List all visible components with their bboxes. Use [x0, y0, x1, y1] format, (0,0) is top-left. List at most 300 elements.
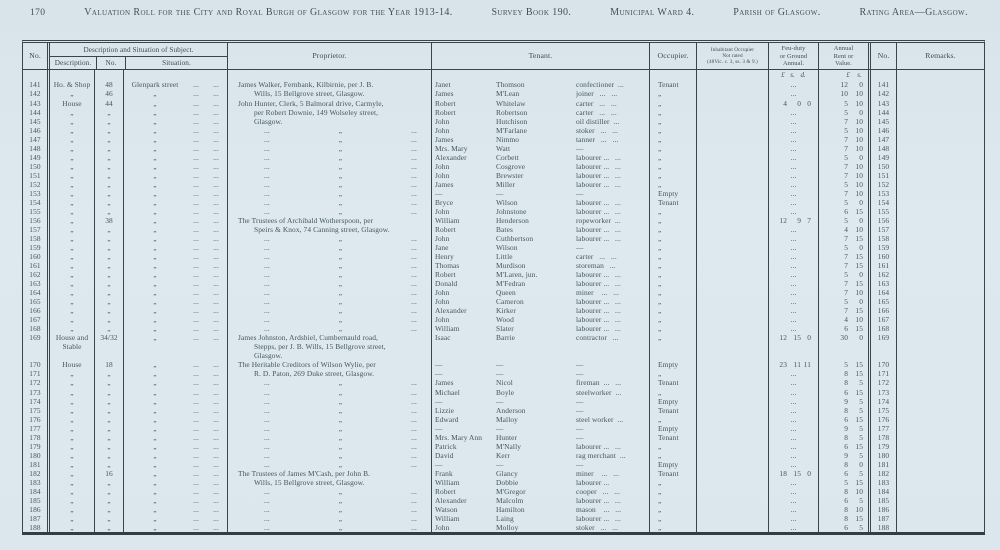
- situation-cell: „ ... ...: [123, 469, 227, 478]
- house-number-cell: „: [94, 189, 123, 198]
- table-body: [23, 70, 984, 532]
- inhabitant-occupier-cell: [696, 297, 768, 306]
- row-number-left: 170: [29, 360, 41, 370]
- proprietor-cell: ... „ ...: [227, 442, 431, 451]
- house-number-cell: „: [94, 252, 123, 261]
- house-number-cell: „: [94, 478, 123, 487]
- description-cell: „: [47, 270, 94, 279]
- feu-duty-cell: 18 15 0: [768, 469, 818, 478]
- tenant-occupation: tanner ... ...: [576, 134, 619, 144]
- description-cell: „: [47, 135, 94, 144]
- description-cell: Stable: [47, 342, 94, 351]
- tenant-surname: Corbett: [496, 152, 519, 162]
- tenant-occupation: labourer ... ...: [576, 495, 621, 505]
- row-number-right: 168: [868, 324, 896, 333]
- tenant-surname: —: [496, 188, 504, 198]
- remarks-cell: [896, 135, 984, 144]
- house-number-cell: „: [94, 433, 123, 442]
- tenant-occupation: mason ... ...: [576, 504, 622, 514]
- tenant-surname: Hutchison: [496, 116, 528, 126]
- inhabitant-occupier-cell: [696, 189, 768, 198]
- feu-duty-cell: ...: [768, 189, 818, 198]
- annual-rent-cell: [818, 342, 868, 351]
- feu-duty-cell: 12 9 7: [768, 216, 818, 225]
- tenant-occupation: [576, 351, 649, 360]
- table-row: [23, 496, 984, 505]
- tenant-first-name: —: [431, 369, 496, 378]
- row-number-right: 178: [868, 433, 896, 442]
- tenant-surname: M'Lean: [496, 89, 520, 99]
- proprietor-cell: ... „ ...: [227, 270, 431, 279]
- occupier-cell: „: [649, 514, 696, 523]
- situation-cell: „ ... ...: [123, 180, 227, 189]
- row-number-left: 187: [29, 513, 41, 523]
- tenant-first-name: Alexander: [431, 496, 496, 505]
- row-number-left: 153: [29, 188, 41, 198]
- tenant-surname: Laing: [496, 513, 514, 523]
- description-cell: „: [47, 153, 94, 162]
- situation-cell: Glenpark street ... ...: [123, 80, 227, 89]
- remarks-cell: [896, 406, 984, 415]
- remarks-cell: [896, 333, 984, 342]
- tenant-first-name: James: [431, 89, 496, 98]
- description-cell: „: [47, 487, 94, 496]
- table-row: [23, 360, 984, 369]
- feu-duty-cell: ...: [768, 270, 818, 279]
- inhabitant-occupier-cell: [696, 451, 768, 460]
- house-number-cell: „: [94, 424, 123, 433]
- row-number-right: 148: [868, 144, 896, 153]
- row-number-right: 172: [868, 378, 896, 387]
- table-row: [23, 342, 984, 351]
- proprietor-cell: ... „ ...: [227, 297, 431, 306]
- row-number-left: 163: [29, 279, 41, 289]
- proprietor-cell: per Robert Downie, 149 Wolseley street,: [227, 108, 431, 117]
- remarks-cell: [896, 153, 984, 162]
- tenant-occupation: oil distiller ...: [576, 116, 620, 126]
- description-cell: „: [47, 505, 94, 514]
- description-cell: „: [47, 243, 94, 252]
- header-annual-rent: Annual Rent or Value.: [818, 43, 868, 69]
- tenant-surname: Robertson: [496, 107, 528, 117]
- feu-duty-cell: ...: [768, 397, 818, 406]
- remarks-cell: [896, 80, 984, 89]
- proprietor-cell: ... „ ...: [227, 243, 431, 252]
- remarks-cell: [896, 424, 984, 433]
- inhabitant-occupier-cell: [696, 360, 768, 369]
- inhabitant-occupier-cell: [696, 442, 768, 451]
- row-number-right: 146: [868, 126, 896, 135]
- table-row: [23, 523, 984, 532]
- description-cell: „: [47, 252, 94, 261]
- row-number-right: 145: [868, 117, 896, 126]
- table-row: [23, 514, 984, 523]
- remarks-cell: [896, 180, 984, 189]
- annual-rent-cell: 9 5: [818, 451, 868, 460]
- tenant-first-name: Mrs. Mary: [431, 144, 496, 153]
- annual-rent-cell: [818, 351, 868, 360]
- description-cell: „: [47, 523, 94, 532]
- tenant-occupation: labourer ...: [576, 477, 610, 487]
- feu-duty-cell: ...: [768, 406, 818, 415]
- tenant-surname: Anderson: [496, 405, 526, 415]
- description-cell: „: [47, 388, 94, 397]
- inhabitant-occupier-cell: [696, 252, 768, 261]
- table-row: [23, 333, 984, 342]
- situation-cell: „ ... ...: [123, 198, 227, 207]
- situation-cell: „ ... ...: [123, 315, 227, 324]
- house-number-cell: „: [94, 442, 123, 451]
- feu-duty-cell: ...: [768, 243, 818, 252]
- inhabitant-occupier-cell: [696, 180, 768, 189]
- feu-duty-cell: ...: [768, 225, 818, 234]
- remarks-cell: [896, 99, 984, 108]
- annual-rent-cell: 5 0: [818, 297, 868, 306]
- annual-rent-cell: 5 0: [818, 198, 868, 207]
- occupier-cell: „: [649, 171, 696, 180]
- description-cell: „: [47, 89, 94, 98]
- annual-rent-cell: 7 15: [818, 234, 868, 243]
- annual-rent-cell: 7 10: [818, 144, 868, 153]
- situation-cell: „ ... ...: [123, 117, 227, 126]
- row-number-left: 164: [29, 288, 41, 298]
- row-number-right: 157: [868, 225, 896, 234]
- situation-cell: „ ... ...: [123, 207, 227, 216]
- tenant-occupation: —: [576, 360, 584, 370]
- tenant-occupation: —: [576, 369, 584, 379]
- house-number-cell: „: [94, 207, 123, 216]
- tenant-occupation: miner ... ...: [576, 288, 620, 298]
- feu-duty-cell: ...: [768, 388, 818, 397]
- tenant-surname: M'Gregor: [496, 486, 526, 496]
- row-number-left: 171: [29, 369, 41, 379]
- situation-cell: „ ... ...: [123, 288, 227, 297]
- tenant-first-name: John: [431, 207, 496, 216]
- row-number-right: 177: [868, 424, 896, 433]
- feu-duty-cell: 4 0 0: [768, 99, 818, 108]
- valuation-roll-table: [22, 40, 985, 535]
- proprietor-cell: ... „ ...: [227, 306, 431, 315]
- tenant-surname: Brewster: [496, 170, 524, 180]
- row-number-right: 141: [868, 80, 896, 89]
- inhabitant-occupier-cell: [696, 460, 768, 469]
- house-number-cell: „: [94, 514, 123, 523]
- row-number-left: 143: [29, 98, 41, 108]
- tenant-surname: Wilson: [496, 243, 518, 252]
- header-desc-group-title: Description and Situation of Subject.: [50, 43, 227, 57]
- row-number-right: 187: [868, 514, 896, 523]
- table-row: [23, 378, 984, 387]
- proprietor-cell: ... „ ...: [227, 135, 431, 144]
- annual-rent-cell: 7 10: [818, 189, 868, 198]
- table-row: [23, 406, 984, 415]
- house-number-cell: „: [94, 144, 123, 153]
- occupier-cell: „: [649, 261, 696, 270]
- annual-rent-cell: 8 5: [818, 433, 868, 442]
- tenant-surname: Cuthbertson: [496, 233, 534, 243]
- row-number-right: 147: [868, 135, 896, 144]
- remarks-cell: [896, 216, 984, 225]
- remarks-cell: [896, 478, 984, 487]
- description-cell: „: [47, 261, 94, 270]
- occupier-cell: Tenant: [649, 198, 696, 207]
- feu-duty-cell: ...: [768, 424, 818, 433]
- description-cell: Ho. & Shop: [47, 80, 94, 89]
- tenant-first-name: John: [431, 315, 496, 324]
- situation-cell: „ ... ...: [123, 406, 227, 415]
- table-header: [23, 43, 984, 70]
- tenant-first-name: —: [431, 360, 496, 369]
- inhabitant-occupier-cell: [696, 153, 768, 162]
- table-row: [23, 397, 984, 406]
- occupier-cell: „: [649, 225, 696, 234]
- situation-cell: „ ... ...: [123, 225, 227, 234]
- occupier-cell: Empty: [649, 189, 696, 198]
- house-number-cell: „: [94, 460, 123, 469]
- proprietor-cell: ... „ ...: [227, 171, 431, 180]
- tenant-occupation: carter ... ...: [576, 98, 617, 108]
- situation-cell: „ ... ...: [123, 487, 227, 496]
- inhabitant-occupier-cell: [696, 433, 768, 442]
- description-cell: „: [47, 442, 94, 451]
- house-number-cell: „: [94, 234, 123, 243]
- remarks-cell: [896, 451, 984, 460]
- annual-rent-cell: 8 15: [818, 369, 868, 378]
- feu-duty-cell: ...: [768, 369, 818, 378]
- row-number-right: 167: [868, 315, 896, 324]
- annual-rent-cell: 12 0: [818, 80, 868, 89]
- proprietor-cell: James Walker, Fernbank, Kilbirnie, per J. B.: [227, 80, 431, 89]
- municipal-ward-label: Municipal Ward 4.: [610, 7, 695, 18]
- rating-area-label: Rating Area—Glasgow.: [859, 7, 968, 18]
- row-number-left: 145: [29, 116, 41, 126]
- remarks-cell: [896, 162, 984, 171]
- house-number-cell: „: [94, 388, 123, 397]
- proprietor-cell: ... „ ...: [227, 406, 431, 415]
- tenant-occupation: miner ... ...: [576, 468, 620, 478]
- inhabitant-occupier-cell: [696, 369, 768, 378]
- description-cell: „: [47, 315, 94, 324]
- table-row: [23, 234, 984, 243]
- tenant-first-name: Robert: [431, 487, 496, 496]
- feu-duty-cell: ...: [768, 523, 818, 532]
- occupier-cell: „: [649, 270, 696, 279]
- tenant-first-name: Patrick: [431, 442, 496, 451]
- table-row: [23, 99, 984, 108]
- table-row: [23, 487, 984, 496]
- remarks-cell: [896, 442, 984, 451]
- occupier-cell: [649, 342, 696, 351]
- tenant-surname: Cameron: [496, 297, 524, 307]
- row-number-right: 186: [868, 505, 896, 514]
- page-number: 170: [30, 8, 46, 18]
- description-cell: „: [47, 378, 94, 387]
- situation-cell: „ ... ...: [123, 369, 227, 378]
- tenant-occupation: —: [576, 459, 584, 469]
- inhabitant-occupier-cell: [696, 216, 768, 225]
- tenant-first-name: Edward: [431, 415, 496, 424]
- annual-rent-cell: 6 5: [818, 523, 868, 532]
- row-number-left: 180: [29, 450, 41, 460]
- proprietor-cell: John Hunter, Clerk, 5 Balmoral drive, Carmyle,: [227, 99, 431, 108]
- tenant-occupation: —: [576, 143, 584, 153]
- tenant-surname: —: [496, 459, 504, 469]
- feu-duty-cell: 23 11 11: [768, 360, 818, 369]
- feu-duty-cell: [768, 342, 818, 351]
- header-proprietor: Proprietor.: [227, 43, 431, 69]
- tenant-first-name: David: [431, 451, 496, 460]
- remarks-cell: [896, 514, 984, 523]
- row-number-right: 164: [868, 288, 896, 297]
- tenant-first-name: —: [431, 460, 496, 469]
- row-number-left: [23, 351, 47, 360]
- tenant-first-name: James: [431, 180, 496, 189]
- description-cell: „: [47, 279, 94, 288]
- proprietor-cell: Stepps, per J. B. Wills, 15 Bellgrove street,: [227, 342, 431, 351]
- proprietor-cell: R. D. Paton, 269 Duke street, Glasgow.: [227, 369, 431, 378]
- tenant-surname: Watt: [496, 143, 511, 153]
- proprietor-cell: ... „ ...: [227, 496, 431, 505]
- house-number-cell: „: [94, 306, 123, 315]
- tenant-occupation: labourer ... ...: [576, 161, 621, 171]
- rent-units: £ s.: [818, 70, 868, 80]
- row-number-right: 180: [868, 451, 896, 460]
- inhabitant-occupier-cell: [696, 505, 768, 514]
- proprietor-cell: ... „ ...: [227, 315, 431, 324]
- inhabitant-occupier-cell: [696, 261, 768, 270]
- house-number-cell: „: [94, 451, 123, 460]
- tenant-first-name: John: [431, 288, 496, 297]
- feu-duty-cell: ...: [768, 478, 818, 487]
- tenant-surname: [496, 342, 576, 351]
- feu-duty-cell: ...: [768, 460, 818, 469]
- house-number-cell: „: [94, 324, 123, 333]
- inhabitant-occupier-cell: [696, 243, 768, 252]
- tenant-first-name: Alexander: [431, 153, 496, 162]
- feu-duty-cell: ...: [768, 442, 818, 451]
- inhabitant-occupier-cell: [696, 406, 768, 415]
- house-number-cell: „: [94, 297, 123, 306]
- description-cell: House: [47, 99, 94, 108]
- remarks-cell: [896, 117, 984, 126]
- tenant-occupation: confectioner ...: [576, 80, 624, 90]
- feu-duty-cell: ...: [768, 496, 818, 505]
- proprietor-cell: ... „ ...: [227, 144, 431, 153]
- tenant-first-name: Jane: [431, 243, 496, 252]
- remarks-cell: [896, 189, 984, 198]
- occupier-cell: „: [649, 180, 696, 189]
- tenant-occupation: labourer ... ...: [576, 306, 621, 316]
- annual-rent-cell: 4 10: [818, 225, 868, 234]
- house-number-cell: „: [94, 496, 123, 505]
- row-number-right: 182: [868, 469, 896, 478]
- house-number-cell: „: [94, 315, 123, 324]
- annual-rent-cell: 6 15: [818, 388, 868, 397]
- inhabitant-occupier-cell: [696, 270, 768, 279]
- row-number-left: 146: [29, 125, 41, 135]
- description-cell: „: [47, 324, 94, 333]
- tenant-first-name: Lizzie: [431, 406, 496, 415]
- annual-rent-cell: 9 5: [818, 397, 868, 406]
- inhabitant-occupier-cell: [696, 496, 768, 505]
- row-number-left: 165: [29, 297, 41, 307]
- occupier-cell: „: [649, 288, 696, 297]
- tenant-occupation: carter ... ...: [576, 107, 617, 117]
- tenant-occupation: labourer ... ...: [576, 206, 621, 216]
- occupier-cell: Tenant: [649, 378, 696, 387]
- row-number-left: 150: [29, 161, 41, 171]
- feu-duty-cell: ...: [768, 297, 818, 306]
- header-house-no: No.: [97, 57, 126, 69]
- description-cell: „: [47, 306, 94, 315]
- situation-cell: „ ... ...: [123, 261, 227, 270]
- occupier-cell: Tenant: [649, 406, 696, 415]
- tenant-first-name: Bryce: [431, 198, 496, 207]
- row-number-left: 160: [29, 252, 41, 262]
- tenant-first-name: Robert: [431, 99, 496, 108]
- annual-rent-cell: 30 0: [818, 333, 868, 342]
- description-cell: „: [47, 424, 94, 433]
- occupier-cell: „: [649, 496, 696, 505]
- row-number-right: 174: [868, 397, 896, 406]
- remarks-cell: [896, 234, 984, 243]
- feu-duty-cell: ...: [768, 234, 818, 243]
- tenant-surname: Kirker: [496, 306, 516, 316]
- description-cell: „: [47, 288, 94, 297]
- situation-cell: „ ... ...: [123, 144, 227, 153]
- house-number-cell: „: [94, 180, 123, 189]
- description-cell: „: [47, 433, 94, 442]
- annual-rent-cell: 6 15: [818, 415, 868, 424]
- proprietor-cell: Glasgow.: [227, 351, 431, 360]
- house-number-cell: 46: [94, 89, 123, 98]
- situation-cell: „ ... ...: [123, 252, 227, 261]
- feu-duty-cell: ...: [768, 153, 818, 162]
- row-number-right: 170: [868, 360, 896, 369]
- table-row: [23, 451, 984, 460]
- remarks-cell: [896, 496, 984, 505]
- table-row: [23, 279, 984, 288]
- remarks-cell: [896, 207, 984, 216]
- proprietor-cell: ... „ ...: [227, 279, 431, 288]
- tenant-occupation: labourer ... ...: [576, 279, 621, 289]
- proprietor-cell: ... „ ...: [227, 324, 431, 333]
- annual-rent-cell: 5 10: [818, 180, 868, 189]
- row-number-right: 176: [868, 415, 896, 424]
- remarks-cell: [896, 270, 984, 279]
- occupier-cell: „: [649, 388, 696, 397]
- table-row: [23, 270, 984, 279]
- row-number-left: 144: [29, 107, 41, 117]
- row-number-right: 163: [868, 279, 896, 288]
- table-row: [23, 469, 984, 478]
- table-row: [23, 126, 984, 135]
- row-number-left: 178: [29, 432, 41, 442]
- annual-rent-cell: 7 15: [818, 279, 868, 288]
- occupier-cell: „: [649, 505, 696, 514]
- inhabitant-occupier-cell: [696, 207, 768, 216]
- row-number-left: 154: [29, 197, 41, 207]
- tenant-surname: Whitelaw: [496, 98, 526, 108]
- situation-cell: „ ... ...: [123, 324, 227, 333]
- tenant-occupation: labourer ... ...: [576, 197, 621, 207]
- occupier-cell: „: [649, 333, 696, 342]
- proprietor-cell: ... „ ...: [227, 189, 431, 198]
- row-number-right: 171: [868, 369, 896, 378]
- occupier-cell: „: [649, 315, 696, 324]
- feu-duty-cell: ...: [768, 198, 818, 207]
- tenant-first-name: [431, 351, 496, 360]
